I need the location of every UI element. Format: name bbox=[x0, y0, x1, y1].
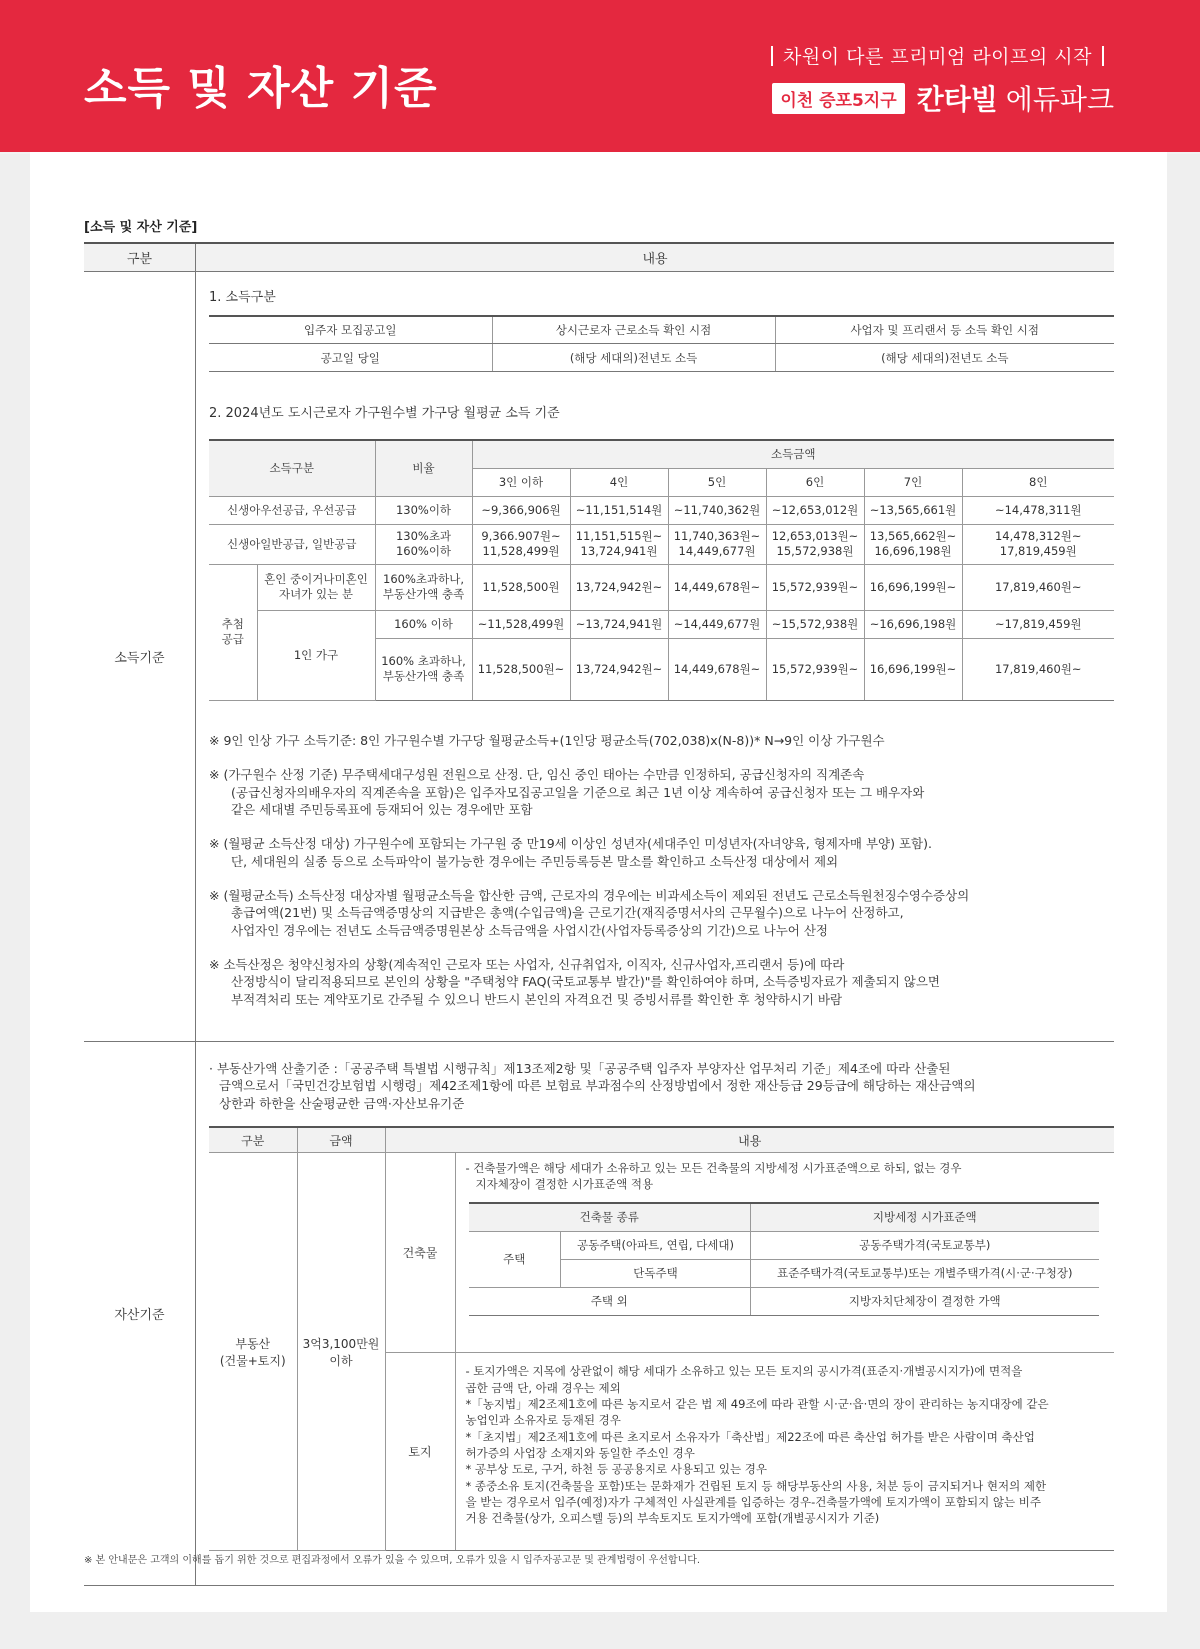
table-cell: 주택 외 bbox=[469, 1287, 751, 1315]
table-cell: ~17,819,459원 bbox=[962, 610, 1114, 638]
table-row bbox=[469, 1203, 1099, 1231]
table-cell: ~11,151,514원 bbox=[570, 496, 668, 524]
header-household-size: 6인 bbox=[766, 468, 864, 496]
table-row bbox=[209, 524, 1114, 564]
brand-name: 칸타빌 bbox=[916, 83, 998, 116]
row-ratio: 130%이하 bbox=[375, 496, 472, 524]
table-cell: ~12,653,012원 bbox=[766, 496, 864, 524]
header-content: 내용 bbox=[196, 243, 1115, 271]
asset-content bbox=[196, 1042, 1115, 1586]
header-category: 구분 bbox=[209, 1127, 297, 1153]
table-row bbox=[209, 1127, 1114, 1153]
table-cell: ~13,565,661원 bbox=[864, 496, 962, 524]
table-cell: 공동주택가격(국토교통부) bbox=[751, 1231, 1099, 1259]
table-cell: 13,565,662원~ 16,696,198원 bbox=[864, 524, 962, 564]
table-cell: 공동주택(아파트, 연립, 다세대) bbox=[561, 1231, 751, 1259]
building-desc: - 건축물가액은 해당 세대가 소유하고 있는 모든 건축물의 지방세정 시가표준액으로 하되, 없는 경우 지자체장이 결정한 시가표준액 적용 bbox=[465, 1161, 962, 1191]
table-cell: 13,724,942원~ bbox=[570, 638, 668, 700]
table-cell: 11,740,363원~ 14,449,677원 bbox=[668, 524, 766, 564]
income-notes bbox=[209, 715, 1114, 1026]
asset-type: 부동산 (건물+토지) bbox=[209, 1153, 297, 1551]
header-household-size: 4인 bbox=[570, 468, 668, 496]
table-cell: 11,528,500원 bbox=[472, 564, 570, 610]
table-cell: 15,572,939원~ bbox=[766, 564, 864, 610]
table-cell: (해당 세대의)전년도 소득 bbox=[492, 344, 775, 372]
slogan-divider-right bbox=[1102, 46, 1104, 66]
income-label: 소득기준 bbox=[84, 271, 196, 1042]
header-amount: 금액 bbox=[297, 1127, 385, 1153]
asset-row bbox=[84, 1042, 1114, 1586]
table-cell: 14,449,678원~ bbox=[668, 564, 766, 610]
table-cell: ~16,696,198원 bbox=[864, 610, 962, 638]
criteria-table-header bbox=[84, 243, 1114, 271]
single-household-label: 1인 가구 bbox=[257, 610, 375, 700]
row-label: 신생아일반공급, 일반공급 bbox=[209, 524, 375, 564]
table-cell: 11,151,515원~ 13,724,941원 bbox=[570, 524, 668, 564]
brand-sub: 에듀파크 bbox=[1005, 83, 1114, 116]
table-row bbox=[209, 564, 1114, 610]
note-item: ※ (월평균소득) 소득산정 대상자별 월평균소득을 합산한 금액, 근로자의 경우에는 비과세소득이 제외된 전년도 근로소득원천징수영수증상의 총급여액(21번) 및 소득금액증명상의 지급받은 총액(수입금액)을 근로기간(재직증명서사의 근무월수)으로 나누어 산정하고, 사업자인 경우에는 전년도 소득금액증명원본상 소득금액을 사업시간(사업자등록증상의 기간)으로 나누어 산정 bbox=[209, 888, 970, 938]
row-ratio: 160% 이하 bbox=[375, 610, 472, 638]
note-item: ※ 9인 인상 가구 소득기준: 8인 가구원수별 가구당 월평균소득+(1인당 평균소득(702,038)x(N-8))* N→9인 이상 가구원수 bbox=[209, 732, 885, 748]
income-content bbox=[196, 271, 1115, 1042]
asset-label: 자산기준 bbox=[84, 1042, 196, 1586]
building-label: 건축물 bbox=[385, 1153, 455, 1353]
table-cell: ~14,449,677원 bbox=[668, 610, 766, 638]
table-row bbox=[469, 1231, 1099, 1259]
table-cell: 9,366.907원~ 11,528,499원 bbox=[472, 524, 570, 564]
table-row bbox=[209, 440, 1114, 468]
table-cell: ~14,478,311원 bbox=[962, 496, 1114, 524]
table-row bbox=[209, 610, 1114, 638]
income-sub2: 2. 2024년도 도시근로자 가구원수별 가구당 월평균 소득 기준 bbox=[209, 406, 560, 421]
table-cell: 상시근로자 근로소득 확인 시점 bbox=[492, 316, 775, 344]
income-amount-table bbox=[209, 439, 1114, 701]
brand-badge: 이천 증포5지구 bbox=[772, 83, 904, 114]
table-row bbox=[469, 1287, 1099, 1315]
income-row bbox=[84, 271, 1114, 1042]
header-content: 내용 bbox=[385, 1127, 1114, 1153]
table-cell: 11,528,500원~ bbox=[472, 638, 570, 700]
row-label: 혼인 중이거나미혼인 자녀가 있는 분 bbox=[257, 564, 375, 610]
slogan-divider-left bbox=[771, 46, 773, 66]
building-content bbox=[455, 1153, 1114, 1353]
footnote: ※ 본 안내문은 고객의 이해를 돕기 위한 것으로 편집과정에서 오류가 있을 수 있으며, 오류가 있을 시 입주자공고문 및 관계법령이 우선합니다. bbox=[84, 1555, 701, 1566]
table-cell: ~13,724,941원 bbox=[570, 610, 668, 638]
table-row bbox=[469, 1259, 1099, 1287]
header-household-size: 3인 이하 bbox=[472, 468, 570, 496]
land-label: 토지 bbox=[385, 1353, 455, 1551]
row-ratio: 160%초과하나, 부동산가액 충족 bbox=[375, 564, 472, 610]
building-type-table bbox=[469, 1202, 1099, 1316]
note-item: ※ (월평균 소득산정 대상) 가구원수에 포함되는 가구원 중 만19세 이상인 성년자(세대주인 미성년자(자녀양육, 형제자매 부양) 포함). 단, 세대원의 실종 등으로 소득파악이 불가능한 경우에는 주민등록등본 말소를 확인하고 소득산정 대상에서 제외 bbox=[209, 836, 932, 869]
header-income-type: 소득구분 bbox=[209, 440, 375, 496]
page-header bbox=[0, 0, 1200, 152]
table-row bbox=[209, 344, 1114, 372]
row-ratio: 130%초과 160%이하 bbox=[375, 524, 472, 564]
table-cell: ~11,740,362원 bbox=[668, 496, 766, 524]
table-cell: 입주자 모집공고일 bbox=[209, 316, 492, 344]
table-cell: 사업자 및 프리랜서 등 소득 확인 시점 bbox=[775, 316, 1114, 344]
note-item: ※ 소득산정은 청약신청자의 상황(계속적인 근로자 또는 사업자, 신규취업자, 이직자, 신규사업자,프리랜서 등)에 따라 산정방식이 달리적용되므로 본인의 상황을 "주택청약 FAQ(국토교통부 발간)"를 확인하여야 하며, 소득증빙자료가 제출되지 않으면 부적격처리 또는 계약포기로 간주될 수 있으니 반드시 본인의 자격요건 및 증빙서류를 확인한 후 청약하시기 바람 bbox=[209, 957, 940, 1007]
header-building-type: 건축물 종류 bbox=[469, 1203, 751, 1231]
table-cell: (해당 세대의)전년도 소득 bbox=[775, 344, 1114, 372]
income-sub1: 1. 소득구분 bbox=[209, 289, 276, 305]
table-row bbox=[209, 1153, 1114, 1353]
table-row bbox=[209, 496, 1114, 524]
header-tax-value: 지방세정 시가표준액 bbox=[751, 1203, 1099, 1231]
header-household-size: 7인 bbox=[864, 468, 962, 496]
asset-intro: · 부동산가액 산출기준 :「공공주택 특별법 시행규칙」제13조제2항 및「공공주택 입주자 부양자산 업무처리 기준」제4조에 따라 산출된 금액으로서「국민건강보험법 시행령」제42조제1항에 따른 보험료 부과점수의 산정방법에서 정한 재산등급 29등급에 해당하는 재산금액의 상한과 하한을 산술평균한 금액·자산보유기준 bbox=[209, 1061, 976, 1111]
brand-logo bbox=[772, 80, 1114, 116]
table-cell: 13,724,942원~ bbox=[570, 564, 668, 610]
table-cell: 14,478,312원~ 17,819,459원 bbox=[962, 524, 1114, 564]
header-slogan bbox=[761, 42, 1114, 69]
page-title: 소득 및 자산 기준 bbox=[84, 63, 438, 114]
table-cell: 공고일 당일 bbox=[209, 344, 492, 372]
section-title: [소득 및 자산 기준] bbox=[84, 220, 198, 235]
table-cell: 15,572,939원~ bbox=[766, 638, 864, 700]
table-cell: ~9,366,906원 bbox=[472, 496, 570, 524]
table-cell: 16,696,199원~ bbox=[864, 564, 962, 610]
income-timing-table bbox=[209, 315, 1114, 373]
header-ratio: 비율 bbox=[375, 440, 472, 496]
house-label: 주택 bbox=[469, 1231, 561, 1287]
row-label: 신생아우선공급, 우선공급 bbox=[209, 496, 375, 524]
table-cell: 17,819,460원~ bbox=[962, 564, 1114, 610]
table-cell: 16,696,199원~ bbox=[864, 638, 962, 700]
asset-amount: 3억3,100만원 이하 bbox=[297, 1153, 385, 1551]
table-cell: 표준주택가격(국토교통부)또는 개별주택가격(시·군·구청장) bbox=[751, 1259, 1099, 1287]
table-cell: 14,449,678원~ bbox=[668, 638, 766, 700]
table-cell: 지방자치단체장이 결정한 가액 bbox=[751, 1287, 1099, 1315]
slogan-text: 차원이 다른 프리미엄 라이프의 시작 bbox=[783, 46, 1092, 68]
asset-table bbox=[209, 1126, 1114, 1552]
table-row bbox=[209, 316, 1114, 344]
land-desc: - 토지가액은 지목에 상관없이 해당 세대가 소유하고 있는 모든 토지의 공시가격(표준지·개별공시지가)에 면적을 곱한 금액 단, 아래 경우는 제외 *「농지법」제2조제1호에 따른 농지로서 같은 법 제 49조에 따라 관할 시·군·읍·면의 장이 관리하는 농지대장에 같은 농업인과 소유자로 등재된 경우 *「초지법」제2조제1호에 따른 초지로서 소유자가「축산법」제22조에 따른 축산업 허가를 받은 사람이며 축산업 허가증의 사업장 소재지와 동일한 주소인 경우 * 공부상 도로, 구거, 하천 등 공공용지로 사용되고 있는 경우 * 종중소유 토지(건축물을 포함)또는 문화재가 건립된 토지 등 해당부동산의 사용, 처분 등이 금지되거나 현저의 제한 을 받는 경우로서 입주(예정)자가 구체적인 사실관계를 입증하는 경우-건축물가액에 토지가액이 포함되지 않는 비주 거용 건축물(상가, 오피스텔 등)의 부속토지도 토지가액에 포함(개별공시지가 기준) bbox=[455, 1353, 1114, 1551]
header-category: 구분 bbox=[84, 243, 196, 271]
header-household-size: 8인 bbox=[962, 468, 1114, 496]
criteria-table bbox=[84, 242, 1114, 1586]
table-cell: ~11,528,499원 bbox=[472, 610, 570, 638]
table-cell: ~15,572,938원 bbox=[766, 610, 864, 638]
table-cell: 12,653,013원~ 15,572,938원 bbox=[766, 524, 864, 564]
header-amount: 소득금액 bbox=[472, 440, 1114, 468]
header-household-size: 5인 bbox=[668, 468, 766, 496]
note-item: ※ (가구원수 산정 기준) 무주택세대구성원 전원으로 산정. 단, 임신 중인 태아는 수만큼 인정하되, 공급신청자의 직계존속 (공급신청자의배우자의 직계존속을 포함)은 입주자모집공고일을 기준으로 최근 1년 이상 계속하여 공급신청자 또는 그 배우자와 같은 세대별 주민등록표에 등재되어 있는 경우에만 포함 bbox=[209, 767, 925, 817]
row-ratio: 160% 초과하나, 부동산가액 충족 bbox=[375, 638, 472, 700]
lottery-label: 추첨 공급 bbox=[209, 564, 257, 700]
table-cell: 단독주택 bbox=[561, 1259, 751, 1287]
table-cell: 17,819,460원~ bbox=[962, 638, 1114, 700]
